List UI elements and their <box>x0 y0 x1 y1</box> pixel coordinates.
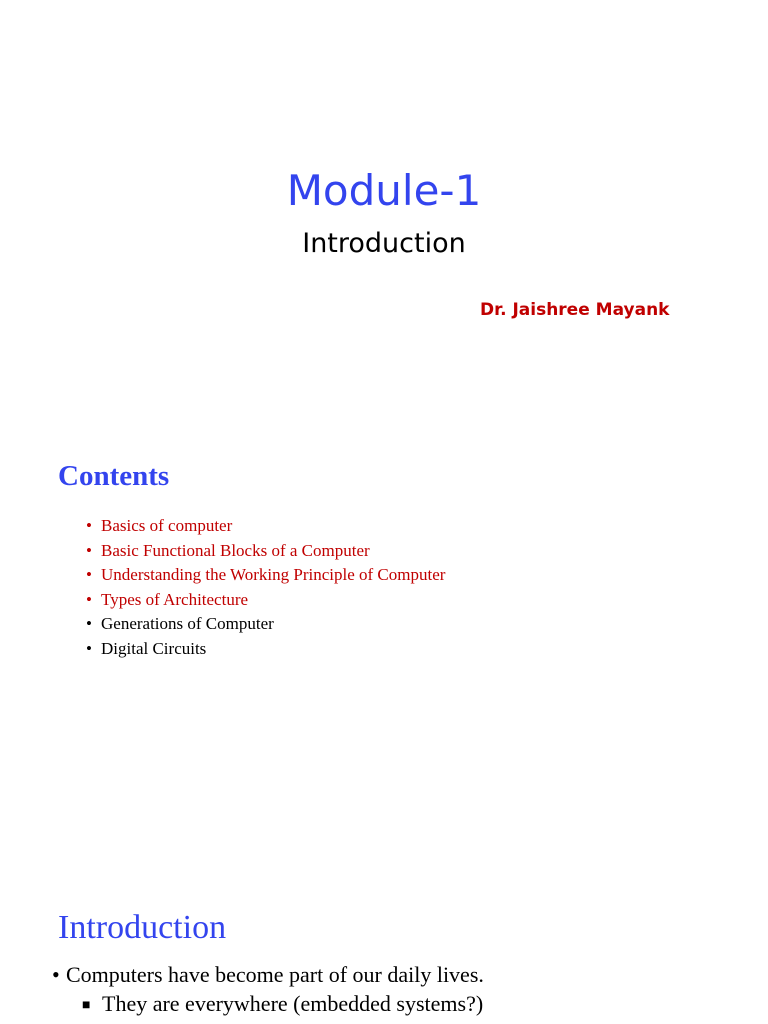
contents-item <box>86 612 445 637</box>
contents-list <box>86 514 445 662</box>
contents-item <box>86 588 445 613</box>
bullet-icon: • <box>86 565 92 585</box>
contents-item-label: Understanding the Working Principle of Computer <box>101 565 446 585</box>
contents-item-label: Generations of Computer <box>101 614 274 634</box>
contents-item <box>86 539 445 564</box>
module-subtitle: Introduction <box>302 228 466 259</box>
square-bullet-icon: ■ <box>82 998 91 1013</box>
title-slide <box>0 0 768 432</box>
contents-item <box>86 514 445 539</box>
introduction-bullets <box>52 960 484 1020</box>
sub-bullet-item <box>52 989 484 1020</box>
module-title: Module-1 <box>286 166 482 215</box>
contents-slide <box>0 432 768 864</box>
introduction-slide <box>0 864 768 1024</box>
bullet-text: Computers have become part of our daily lives. <box>66 962 484 987</box>
contents-heading: Contents <box>58 460 170 492</box>
bullet-icon: • <box>86 540 92 560</box>
contents-item-label: Types of Architecture <box>101 589 249 609</box>
contents-item <box>86 637 445 662</box>
contents-item-label: Basics of computer <box>101 516 233 535</box>
bullet-icon: • <box>86 614 92 634</box>
contents-item-label: Basic Functional Blocks of a Computer <box>101 540 370 560</box>
sub-bullet-text: They are everywhere (embedded systems?) <box>102 991 484 1016</box>
bullet-item <box>52 960 484 989</box>
contents-item <box>86 563 445 588</box>
bullet-icon: • <box>86 589 92 609</box>
introduction-heading: Introduction <box>58 909 227 946</box>
contents-item-label: Digital Circuits <box>101 638 207 658</box>
author-name: Dr. Jaishree Mayank <box>480 300 670 320</box>
bullet-icon: • <box>52 962 60 987</box>
bullet-icon: • <box>86 638 92 658</box>
bullet-icon: • <box>86 516 92 535</box>
